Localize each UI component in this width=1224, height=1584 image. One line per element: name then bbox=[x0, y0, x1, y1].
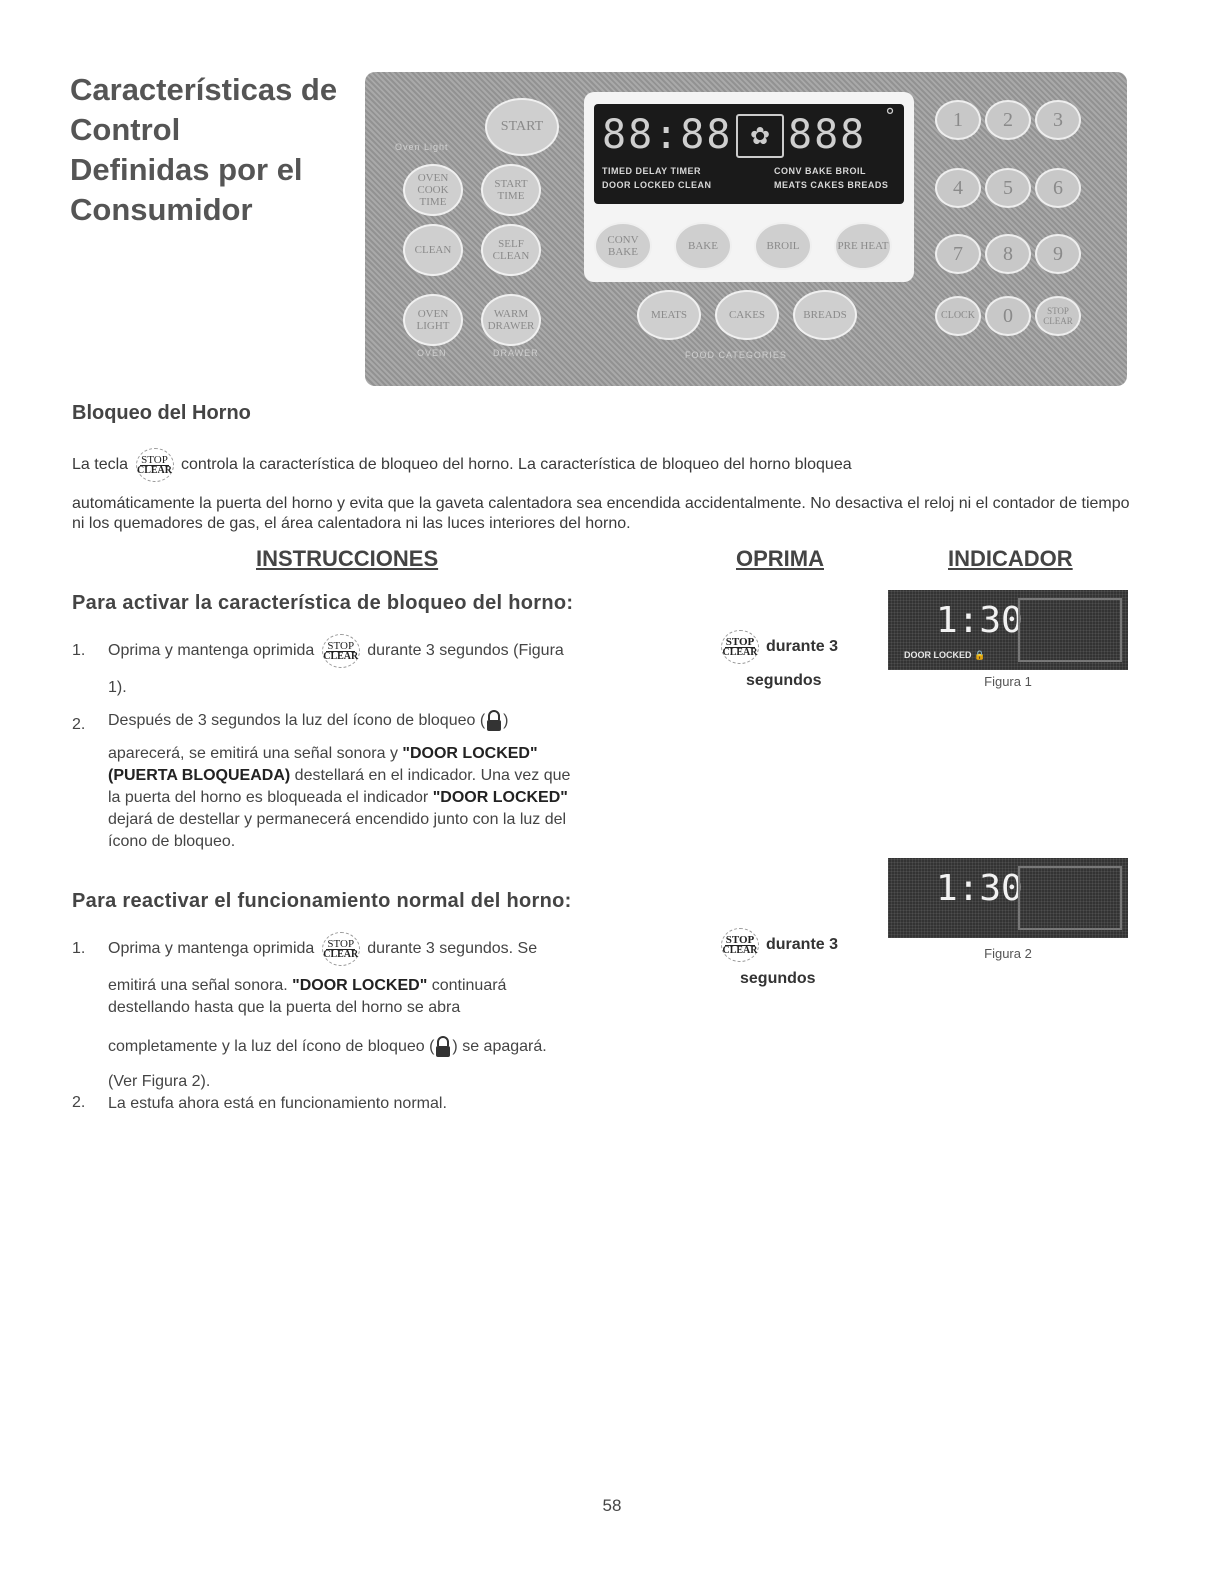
clear-text: CLEAR bbox=[722, 944, 758, 956]
figure-2-display bbox=[888, 858, 1128, 938]
display-temp: 888 bbox=[788, 112, 867, 158]
lock-icon: 🔒 bbox=[974, 650, 986, 660]
stop-text: STOP bbox=[725, 933, 755, 946]
key-7: 7 bbox=[935, 234, 981, 274]
lock-icon bbox=[434, 1036, 452, 1058]
control-panel-illustration bbox=[365, 72, 1127, 386]
reactivate-step-1 bbox=[108, 932, 688, 966]
activate-step-2-line bbox=[108, 766, 688, 786]
clear-text: CLEAR bbox=[722, 646, 758, 658]
indicator-row2b: MEATS CAKES BREADS bbox=[774, 180, 889, 190]
fig1-time: 1:30 bbox=[936, 600, 1023, 641]
meats-button: MEATS bbox=[637, 290, 701, 340]
self-clean-button: SELF CLEAN bbox=[481, 224, 541, 276]
step-number: 1. bbox=[72, 642, 86, 659]
indicator-row1: TIMED DELAY TIMER bbox=[602, 166, 702, 176]
title-line: Consumidor bbox=[70, 192, 253, 227]
key-8: 8 bbox=[985, 234, 1031, 274]
drawer-label: DRAWER bbox=[493, 348, 539, 358]
stop-clear-button bbox=[1035, 296, 1081, 336]
indicator-row2: DOOR LOCKED CLEAN bbox=[602, 180, 712, 190]
stop-text: STOP bbox=[327, 937, 355, 950]
warm-drawer-button: WARM DRAWER bbox=[481, 294, 541, 346]
lock-intro bbox=[72, 448, 1132, 482]
press-seconds: segundos bbox=[746, 672, 822, 689]
activate-step-2-line bbox=[108, 788, 688, 808]
fig1-door-locked bbox=[904, 650, 985, 661]
clock-button: CLOCK bbox=[935, 296, 981, 336]
reactivate-step-1-line bbox=[108, 976, 688, 996]
clear-label: CLEAR bbox=[1043, 316, 1073, 326]
stop-clear-icon bbox=[721, 630, 759, 664]
step-text: emitirá una señal sonora. bbox=[108, 977, 288, 994]
start-time-button: START TIME bbox=[481, 164, 541, 216]
lock-description: automáticamente la puerta del horno y evita que la gaveta calentadora sea encendida accidentalmente. No desactiva el reloj ni el contador de tiempo ni los quemadores de gas, el área calentadora ni las luces interiores del horno. bbox=[72, 495, 1130, 532]
stop-clear-icon bbox=[721, 928, 759, 962]
preheat-button: PRE HEAT bbox=[834, 222, 892, 270]
door-locked-text: "DOOR LOCKED" bbox=[432, 789, 568, 806]
oven-light-button: OVEN LIGHT bbox=[403, 294, 463, 346]
clear-text: CLEAR bbox=[323, 948, 359, 960]
key-0: 0 bbox=[985, 296, 1031, 336]
step-text: la puerta del horno es bloqueada el indicador bbox=[108, 789, 429, 806]
indicator-header: INDICADOR bbox=[948, 546, 1073, 571]
title-line: Características de bbox=[70, 72, 338, 107]
stop-clear-icon bbox=[322, 634, 360, 668]
page-number: 58 bbox=[602, 1496, 622, 1515]
broil-button: BROIL bbox=[754, 222, 812, 270]
step-text: ) bbox=[503, 712, 509, 730]
step-text: 1). bbox=[108, 679, 127, 696]
start-button: START bbox=[485, 98, 559, 156]
fig1-grid bbox=[1018, 598, 1122, 662]
lock-icon bbox=[485, 710, 503, 732]
step-text: Después de 3 segundos la luz del ícono de bloqueo ( bbox=[108, 712, 486, 730]
activate-heading: Para activar la característica de bloqueo del horno: bbox=[72, 592, 574, 614]
figure-1-caption: Figura 1 bbox=[984, 674, 1032, 689]
page-title bbox=[70, 70, 360, 230]
key-9: 9 bbox=[1035, 234, 1081, 274]
key-6: 6 bbox=[1035, 168, 1081, 208]
step-text: continuará bbox=[431, 977, 507, 994]
key-1: 1 bbox=[935, 100, 981, 140]
step-text: dejará de destellar y permanecerá encendido junto con la luz del bbox=[108, 811, 567, 828]
figure-2-caption: Figura 2 bbox=[984, 946, 1032, 961]
step-text: ícono de bloqueo. bbox=[108, 833, 236, 850]
oven-light-label: Oven Light bbox=[395, 142, 449, 152]
food-categories-label: FOOD CATEGORIES bbox=[685, 350, 787, 360]
cook-time-button: OVEN COOK TIME bbox=[403, 164, 463, 216]
step-text: destellará en el indicador. Una vez que bbox=[294, 767, 571, 784]
stop-clear-icon bbox=[136, 448, 174, 482]
press-duration: durante 3 bbox=[766, 638, 839, 655]
stop-text: STOP bbox=[725, 635, 755, 648]
key-5: 5 bbox=[985, 168, 1031, 208]
instructions-header: INSTRUCCIONES bbox=[256, 546, 439, 571]
display-time: 88:88 bbox=[602, 112, 733, 158]
activate-press bbox=[718, 630, 878, 690]
activate-step-2-line bbox=[108, 744, 688, 764]
door-locked-text: "DOOR LOCKED" bbox=[402, 745, 538, 762]
figure-1-display bbox=[888, 590, 1128, 670]
press-seconds: segundos bbox=[740, 970, 816, 987]
step-text: completamente y la luz del ícono de bloqueo ( bbox=[108, 1038, 435, 1056]
indicator-row1b: CONV BAKE BROIL bbox=[774, 166, 867, 176]
step-number: 2. bbox=[72, 1094, 86, 1111]
display-screen bbox=[594, 104, 904, 204]
press-duration: durante 3 bbox=[766, 936, 839, 953]
key-4: 4 bbox=[935, 168, 981, 208]
step-text: durante 3 segundos (Figura bbox=[367, 642, 564, 660]
press-header: OPRIMA bbox=[736, 546, 824, 571]
step-text: destellando hasta que la puerta del horno se abra bbox=[108, 999, 461, 1016]
reactivate-heading: Para reactivar el funcionamiento normal del horno: bbox=[72, 890, 572, 912]
conv-bake-button: CONV BAKE bbox=[594, 222, 652, 270]
lock-heading: Bloqueo del Horno bbox=[72, 402, 251, 424]
reactivate-step-2: La estufa ahora está en funcionamiento normal. bbox=[108, 1095, 447, 1112]
fig1-door-locked-text: DOOR LOCKED bbox=[904, 650, 972, 660]
oven-label: OVEN bbox=[417, 348, 447, 358]
bake-button: BAKE bbox=[674, 222, 732, 270]
fig2-time: 1:30 bbox=[936, 868, 1023, 909]
activate-step-1 bbox=[108, 634, 688, 668]
door-locked-text: "DOOR LOCKED" bbox=[292, 977, 428, 994]
stop-text: STOP bbox=[327, 639, 355, 652]
key-3: 3 bbox=[1035, 100, 1081, 140]
clean-button: CLEAN bbox=[403, 224, 463, 276]
step-text: durante 3 segundos. Se bbox=[367, 940, 538, 958]
lock-intro-text: La tecla bbox=[72, 456, 129, 474]
clear-text: CLEAR bbox=[323, 650, 359, 662]
reactivate-press bbox=[718, 928, 878, 988]
title-line: Definidas por el bbox=[70, 152, 303, 187]
clear-text: CLEAR bbox=[136, 464, 172, 476]
step-text: (Ver Figura 2). bbox=[108, 1073, 211, 1090]
key-2: 2 bbox=[985, 100, 1031, 140]
stop-clear-icon bbox=[322, 932, 360, 966]
lock-intro-text: controla la característica de bloqueo del horno. La característica de bloqueo del horno bloquea bbox=[180, 456, 852, 474]
degree-symbol: ° bbox=[884, 104, 899, 128]
step-text: Oprima y mantenga oprimida bbox=[108, 940, 315, 958]
stop-label: STOP bbox=[1047, 306, 1069, 316]
puerta-bloqueada-text: (PUERTA BLOQUEADA) bbox=[108, 767, 291, 784]
step-number: 2. bbox=[72, 716, 86, 733]
cakes-button: CAKES bbox=[715, 290, 779, 340]
step-text: ) se apagará. bbox=[452, 1038, 547, 1056]
breads-button: BREADS bbox=[793, 290, 857, 340]
fig2-grid bbox=[1018, 866, 1122, 930]
fan-icon: ✿ bbox=[736, 114, 784, 158]
step-text: Oprima y mantenga oprimida bbox=[108, 642, 315, 660]
activate-step-2 bbox=[108, 710, 688, 732]
reactivate-step-1-line bbox=[108, 1036, 688, 1058]
title-line: Control bbox=[70, 112, 181, 147]
display-frame bbox=[584, 92, 914, 282]
step-text: aparecerá, se emitirá una señal sonora y bbox=[108, 745, 398, 762]
step-number: 1. bbox=[72, 940, 86, 957]
stop-text: STOP bbox=[141, 453, 168, 466]
